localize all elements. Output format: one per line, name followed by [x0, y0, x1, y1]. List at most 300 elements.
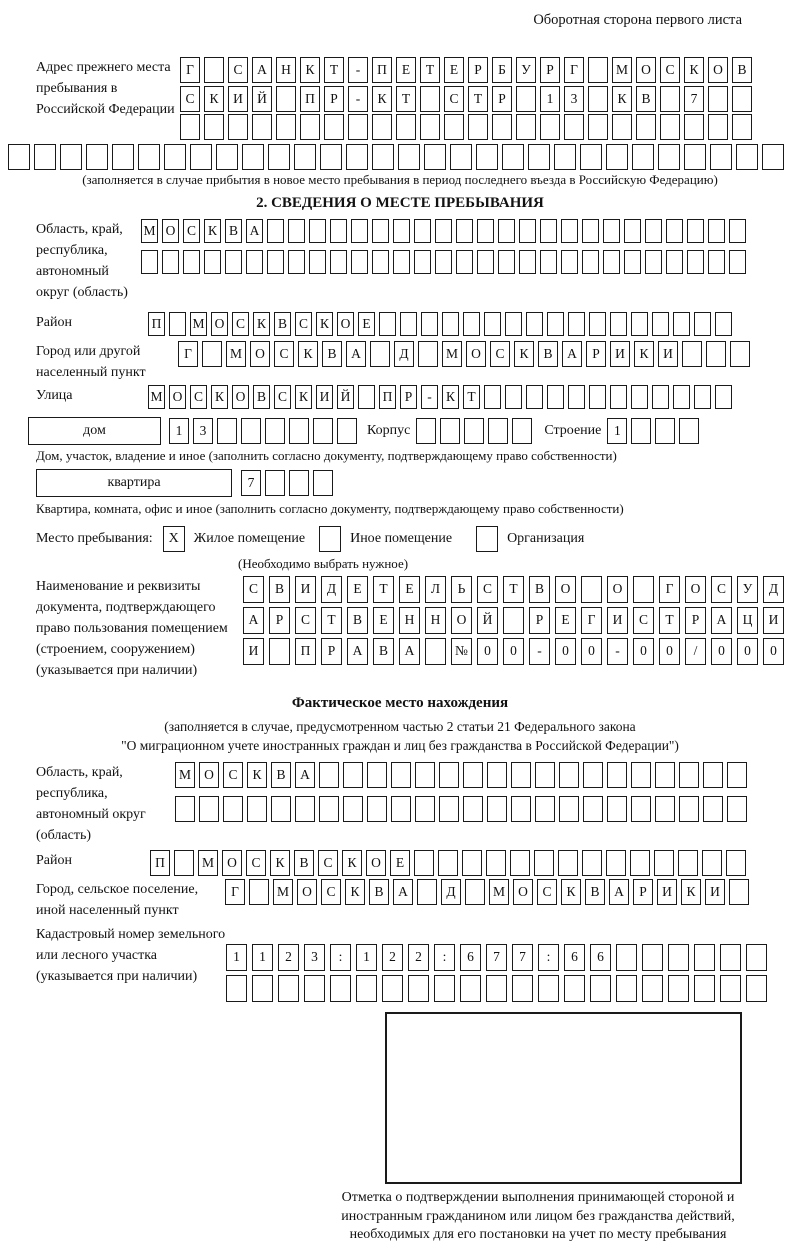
char-cell[interactable]: В — [253, 385, 270, 409]
char-cell[interactable]: 7 — [512, 944, 533, 971]
char-cell[interactable] — [216, 144, 238, 170]
char-cell[interactable]: М — [175, 762, 195, 788]
char-cell[interactable] — [642, 975, 663, 1002]
char-cell[interactable] — [414, 219, 431, 243]
char-cell[interactable] — [278, 975, 299, 1002]
char-cell[interactable]: У — [737, 576, 758, 603]
char-cell[interactable]: А — [295, 762, 315, 788]
char-cell[interactable] — [477, 219, 494, 243]
char-cell[interactable] — [528, 144, 550, 170]
char-cell[interactable] — [400, 312, 417, 336]
char-cell[interactable]: О — [211, 312, 228, 336]
char-cell[interactable] — [631, 418, 651, 444]
char-cell[interactable] — [732, 114, 752, 140]
char-cell[interactable] — [588, 86, 608, 112]
char-cell[interactable] — [645, 219, 662, 243]
char-cell[interactable]: Е — [347, 576, 368, 603]
char-cell[interactable]: М — [273, 879, 293, 905]
char-cell[interactable] — [162, 250, 179, 274]
char-cell[interactable]: О — [607, 576, 628, 603]
char-cell[interactable]: И — [657, 879, 677, 905]
char-cell[interactable] — [226, 975, 247, 1002]
char-cell[interactable] — [694, 312, 711, 336]
char-cell[interactable] — [606, 850, 626, 876]
char-cell[interactable]: Р — [586, 341, 606, 367]
char-cell[interactable]: 0 — [659, 638, 680, 665]
char-cell[interactable] — [425, 638, 446, 665]
char-cell[interactable] — [684, 144, 706, 170]
char-cell[interactable] — [313, 470, 333, 496]
char-cell[interactable]: С — [633, 607, 654, 634]
char-cell[interactable]: М — [148, 385, 165, 409]
char-cell[interactable]: П — [379, 385, 396, 409]
char-cell[interactable] — [582, 850, 602, 876]
char-cell[interactable] — [554, 144, 576, 170]
char-cell[interactable] — [746, 944, 767, 971]
char-cell[interactable] — [580, 144, 602, 170]
char-cell[interactable] — [526, 385, 543, 409]
char-cell[interactable]: Е — [399, 576, 420, 603]
char-cell[interactable] — [271, 796, 291, 822]
char-cell[interactable] — [710, 144, 732, 170]
char-cell[interactable]: Т — [324, 57, 344, 83]
char-cell[interactable]: П — [372, 57, 392, 83]
char-cell[interactable] — [372, 250, 389, 274]
char-cell[interactable]: С — [228, 57, 248, 83]
char-cell[interactable] — [588, 114, 608, 140]
char-cell[interactable]: Ц — [737, 607, 758, 634]
char-cell[interactable]: Н — [276, 57, 296, 83]
char-cell[interactable] — [694, 385, 711, 409]
char-cell[interactable] — [295, 796, 315, 822]
char-cell[interactable]: В — [225, 219, 242, 243]
char-cell[interactable] — [535, 762, 555, 788]
char-cell[interactable]: 0 — [711, 638, 732, 665]
char-cell[interactable]: В — [585, 879, 605, 905]
char-cell[interactable]: К — [442, 385, 459, 409]
char-cell[interactable] — [624, 250, 641, 274]
char-cell[interactable] — [204, 57, 224, 83]
char-cell[interactable]: : — [538, 944, 559, 971]
char-cell[interactable]: - — [529, 638, 550, 665]
char-cell[interactable] — [414, 850, 434, 876]
char-cell[interactable] — [487, 796, 507, 822]
char-cell[interactable]: К — [204, 86, 224, 112]
char-cell[interactable] — [249, 879, 269, 905]
char-cell[interactable] — [540, 250, 557, 274]
char-cell[interactable] — [462, 850, 482, 876]
char-cell[interactable]: И — [295, 576, 316, 603]
char-cell[interactable]: Т — [503, 576, 524, 603]
char-cell[interactable] — [183, 250, 200, 274]
char-cell[interactable] — [169, 312, 186, 336]
char-cell[interactable]: Д — [321, 576, 342, 603]
char-cell[interactable] — [242, 144, 264, 170]
char-cell[interactable]: Р — [269, 607, 290, 634]
char-cell[interactable] — [510, 850, 530, 876]
char-cell[interactable] — [726, 850, 746, 876]
char-cell[interactable]: Е — [358, 312, 375, 336]
char-cell[interactable] — [309, 250, 326, 274]
char-cell[interactable] — [715, 312, 732, 336]
char-cell[interactable] — [417, 879, 437, 905]
char-cell[interactable] — [468, 114, 488, 140]
char-cell[interactable] — [465, 879, 485, 905]
char-cell[interactable] — [450, 144, 472, 170]
char-cell[interactable] — [526, 312, 543, 336]
char-cell[interactable]: Т — [463, 385, 480, 409]
char-cell[interactable]: А — [393, 879, 413, 905]
char-cell[interactable] — [564, 114, 584, 140]
char-cell[interactable] — [358, 385, 375, 409]
char-cell[interactable]: Е — [373, 607, 394, 634]
char-cell[interactable] — [463, 796, 483, 822]
char-cell[interactable]: К — [300, 57, 320, 83]
char-cell[interactable] — [174, 850, 194, 876]
char-cell[interactable]: У — [516, 57, 536, 83]
char-cell[interactable]: Г — [581, 607, 602, 634]
char-cell[interactable] — [720, 975, 741, 1002]
char-cell[interactable] — [547, 385, 564, 409]
char-cell[interactable] — [276, 86, 296, 112]
char-cell[interactable] — [415, 796, 435, 822]
char-cell[interactable] — [460, 975, 481, 1002]
char-cell[interactable] — [346, 144, 368, 170]
char-cell[interactable] — [319, 796, 339, 822]
char-cell[interactable] — [372, 144, 394, 170]
char-cell[interactable] — [603, 250, 620, 274]
char-cell[interactable] — [434, 975, 455, 1002]
char-cell[interactable] — [217, 418, 237, 444]
char-cell[interactable] — [630, 850, 650, 876]
char-cell[interactable]: О — [169, 385, 186, 409]
char-cell[interactable] — [654, 850, 674, 876]
char-cell[interactable]: Г — [225, 879, 245, 905]
char-cell[interactable]: И — [610, 341, 630, 367]
char-cell[interactable]: Н — [425, 607, 446, 634]
char-cell[interactable] — [313, 418, 333, 444]
char-cell[interactable] — [438, 850, 458, 876]
char-cell[interactable] — [324, 114, 344, 140]
char-cell[interactable] — [616, 975, 637, 1002]
char-cell[interactable] — [463, 312, 480, 336]
char-cell[interactable]: Г — [564, 57, 584, 83]
char-cell[interactable] — [348, 114, 368, 140]
char-cell[interactable]: Г — [178, 341, 198, 367]
char-cell[interactable] — [512, 418, 532, 444]
char-cell[interactable] — [424, 144, 446, 170]
char-cell[interactable]: В — [732, 57, 752, 83]
char-cell[interactable] — [762, 144, 784, 170]
char-cell[interactable] — [304, 975, 325, 1002]
char-cell[interactable]: С — [183, 219, 200, 243]
char-cell[interactable] — [393, 219, 410, 243]
char-cell[interactable] — [300, 114, 320, 140]
char-cell[interactable]: И — [243, 638, 264, 665]
char-cell[interactable] — [204, 114, 224, 140]
char-cell[interactable] — [86, 144, 108, 170]
char-cell[interactable] — [631, 312, 648, 336]
char-cell[interactable] — [320, 144, 342, 170]
char-cell[interactable]: С — [477, 576, 498, 603]
char-cell[interactable] — [288, 250, 305, 274]
char-cell[interactable]: С — [318, 850, 338, 876]
char-cell[interactable]: Г — [180, 57, 200, 83]
char-cell[interactable]: М — [489, 879, 509, 905]
char-cell[interactable] — [559, 762, 579, 788]
char-cell[interactable]: Д — [441, 879, 461, 905]
char-cell[interactable] — [582, 250, 599, 274]
char-cell[interactable] — [687, 219, 704, 243]
char-cell[interactable] — [252, 114, 272, 140]
char-cell[interactable] — [703, 796, 723, 822]
char-cell[interactable] — [540, 219, 557, 243]
char-cell[interactable] — [180, 114, 200, 140]
char-cell[interactable]: 1 — [356, 944, 377, 971]
char-cell[interactable] — [706, 341, 726, 367]
char-cell[interactable]: К — [211, 385, 228, 409]
char-cell[interactable] — [343, 762, 363, 788]
char-cell[interactable] — [241, 418, 261, 444]
char-cell[interactable] — [435, 219, 452, 243]
char-cell[interactable]: 1 — [169, 418, 189, 444]
char-cell[interactable]: 0 — [477, 638, 498, 665]
char-cell[interactable] — [370, 341, 390, 367]
char-cell[interactable]: С — [490, 341, 510, 367]
char-cell[interactable]: - — [348, 86, 368, 112]
char-cell[interactable] — [391, 762, 411, 788]
char-cell[interactable] — [223, 796, 243, 822]
char-cell[interactable] — [343, 796, 363, 822]
char-cell[interactable] — [535, 796, 555, 822]
char-cell[interactable]: Т — [420, 57, 440, 83]
char-cell[interactable]: О — [708, 57, 728, 83]
char-cell[interactable]: С — [660, 57, 680, 83]
char-cell[interactable] — [34, 144, 56, 170]
char-cell[interactable] — [486, 850, 506, 876]
char-cell[interactable]: А — [399, 638, 420, 665]
char-cell[interactable]: Т — [468, 86, 488, 112]
char-cell[interactable]: К — [316, 312, 333, 336]
stay-option-checkbox-1[interactable]: X — [163, 526, 185, 552]
char-cell[interactable]: 1 — [607, 418, 627, 444]
char-cell[interactable] — [606, 144, 628, 170]
char-cell[interactable] — [372, 219, 389, 243]
char-cell[interactable]: И — [705, 879, 725, 905]
char-cell[interactable] — [666, 250, 683, 274]
char-cell[interactable]: И — [228, 86, 248, 112]
char-cell[interactable] — [589, 385, 606, 409]
char-cell[interactable]: П — [150, 850, 170, 876]
char-cell[interactable] — [655, 796, 675, 822]
char-cell[interactable] — [679, 762, 699, 788]
char-cell[interactable] — [590, 975, 611, 1002]
char-cell[interactable] — [289, 418, 309, 444]
char-cell[interactable] — [289, 470, 309, 496]
char-cell[interactable] — [267, 219, 284, 243]
char-cell[interactable] — [631, 385, 648, 409]
char-cell[interactable] — [631, 762, 651, 788]
char-cell[interactable] — [684, 114, 704, 140]
house-type-field[interactable]: дом — [28, 417, 161, 445]
char-cell[interactable] — [379, 312, 396, 336]
char-cell[interactable] — [652, 312, 669, 336]
char-cell[interactable] — [708, 114, 728, 140]
char-cell[interactable]: Л — [425, 576, 446, 603]
char-cell[interactable] — [435, 250, 452, 274]
char-cell[interactable]: Д — [394, 341, 414, 367]
char-cell[interactable] — [516, 114, 536, 140]
char-cell[interactable] — [668, 975, 689, 1002]
char-cell[interactable] — [488, 418, 508, 444]
char-cell[interactable] — [632, 144, 654, 170]
char-cell[interactable]: К — [295, 385, 312, 409]
char-cell[interactable]: К — [612, 86, 632, 112]
char-cell[interactable] — [505, 385, 522, 409]
char-cell[interactable]: А — [347, 638, 368, 665]
char-cell[interactable]: О — [685, 576, 706, 603]
char-cell[interactable]: О — [636, 57, 656, 83]
char-cell[interactable]: Р — [685, 607, 706, 634]
char-cell[interactable]: К — [372, 86, 392, 112]
char-cell[interactable] — [708, 86, 728, 112]
char-cell[interactable]: Т — [373, 576, 394, 603]
char-cell[interactable]: В — [269, 576, 290, 603]
char-cell[interactable]: К — [253, 312, 270, 336]
char-cell[interactable] — [636, 114, 656, 140]
char-cell[interactable]: В — [373, 638, 394, 665]
char-cell[interactable] — [463, 762, 483, 788]
char-cell[interactable] — [408, 975, 429, 1002]
char-cell[interactable] — [561, 219, 578, 243]
char-cell[interactable]: А — [609, 879, 629, 905]
char-cell[interactable] — [141, 250, 158, 274]
char-cell[interactable] — [708, 250, 725, 274]
char-cell[interactable]: Е — [396, 57, 416, 83]
char-cell[interactable]: Д — [763, 576, 784, 603]
char-cell[interactable]: : — [330, 944, 351, 971]
char-cell[interactable] — [330, 219, 347, 243]
char-cell[interactable] — [199, 796, 219, 822]
char-cell[interactable]: В — [636, 86, 656, 112]
char-cell[interactable] — [484, 385, 501, 409]
char-cell[interactable]: Н — [399, 607, 420, 634]
char-cell[interactable] — [679, 418, 699, 444]
char-cell[interactable]: С — [180, 86, 200, 112]
char-cell[interactable]: № — [451, 638, 472, 665]
char-cell[interactable] — [746, 975, 767, 1002]
char-cell[interactable] — [440, 418, 460, 444]
char-cell[interactable] — [607, 762, 627, 788]
char-cell[interactable]: С — [246, 850, 266, 876]
char-cell[interactable] — [668, 944, 689, 971]
char-cell[interactable]: - — [607, 638, 628, 665]
char-cell[interactable] — [702, 850, 722, 876]
char-cell[interactable] — [568, 385, 585, 409]
char-cell[interactable] — [175, 796, 195, 822]
char-cell[interactable]: С — [274, 385, 291, 409]
char-cell[interactable]: Е — [390, 850, 410, 876]
char-cell[interactable]: А — [243, 607, 264, 634]
char-cell[interactable] — [319, 762, 339, 788]
char-cell[interactable] — [442, 312, 459, 336]
char-cell[interactable] — [607, 796, 627, 822]
char-cell[interactable]: В — [271, 762, 291, 788]
char-cell[interactable] — [420, 114, 440, 140]
char-cell[interactable]: М — [226, 341, 246, 367]
char-cell[interactable]: В — [294, 850, 314, 876]
char-cell[interactable] — [225, 250, 242, 274]
char-cell[interactable]: - — [421, 385, 438, 409]
char-cell[interactable]: К — [345, 879, 365, 905]
char-cell[interactable]: И — [763, 607, 784, 634]
char-cell[interactable] — [202, 341, 222, 367]
char-cell[interactable]: К — [204, 219, 221, 243]
char-cell[interactable] — [228, 114, 248, 140]
char-cell[interactable] — [269, 638, 290, 665]
char-cell[interactable] — [561, 250, 578, 274]
char-cell[interactable]: П — [148, 312, 165, 336]
char-cell[interactable] — [112, 144, 134, 170]
char-cell[interactable] — [415, 762, 435, 788]
char-cell[interactable]: 0 — [503, 638, 524, 665]
char-cell[interactable]: М — [198, 850, 218, 876]
char-cell[interactable] — [727, 762, 747, 788]
char-cell[interactable]: О — [199, 762, 219, 788]
char-cell[interactable]: К — [681, 879, 701, 905]
char-cell[interactable]: - — [348, 57, 368, 83]
char-cell[interactable] — [642, 944, 663, 971]
char-cell[interactable] — [732, 86, 752, 112]
char-cell[interactable] — [655, 762, 675, 788]
char-cell[interactable] — [519, 219, 536, 243]
stay-option-checkbox-2[interactable] — [319, 526, 341, 552]
char-cell[interactable]: О — [366, 850, 386, 876]
char-cell[interactable] — [414, 250, 431, 274]
char-cell[interactable] — [540, 114, 560, 140]
char-cell[interactable]: М — [442, 341, 462, 367]
char-cell[interactable] — [398, 144, 420, 170]
char-cell[interactable] — [729, 879, 749, 905]
char-cell[interactable]: А — [246, 219, 263, 243]
char-cell[interactable]: А — [562, 341, 582, 367]
char-cell[interactable]: С — [243, 576, 264, 603]
char-cell[interactable]: 6 — [460, 944, 481, 971]
char-cell[interactable]: О — [297, 879, 317, 905]
char-cell[interactable] — [633, 576, 654, 603]
char-cell[interactable] — [420, 86, 440, 112]
char-cell[interactable] — [204, 250, 221, 274]
char-cell[interactable] — [658, 144, 680, 170]
char-cell[interactable]: С — [232, 312, 249, 336]
char-cell[interactable]: / — [685, 638, 706, 665]
char-cell[interactable] — [164, 144, 186, 170]
char-cell[interactable] — [421, 312, 438, 336]
char-cell[interactable] — [720, 944, 741, 971]
char-cell[interactable]: И — [316, 385, 333, 409]
char-cell[interactable]: 1 — [540, 86, 560, 112]
char-cell[interactable]: О — [337, 312, 354, 336]
char-cell[interactable] — [268, 144, 290, 170]
char-cell[interactable] — [673, 312, 690, 336]
char-cell[interactable]: Б — [492, 57, 512, 83]
char-cell[interactable]: К — [247, 762, 267, 788]
char-cell[interactable]: А — [711, 607, 732, 634]
char-cell[interactable]: Й — [252, 86, 272, 112]
char-cell[interactable] — [464, 418, 484, 444]
char-cell[interactable]: О — [555, 576, 576, 603]
char-cell[interactable]: 0 — [633, 638, 654, 665]
